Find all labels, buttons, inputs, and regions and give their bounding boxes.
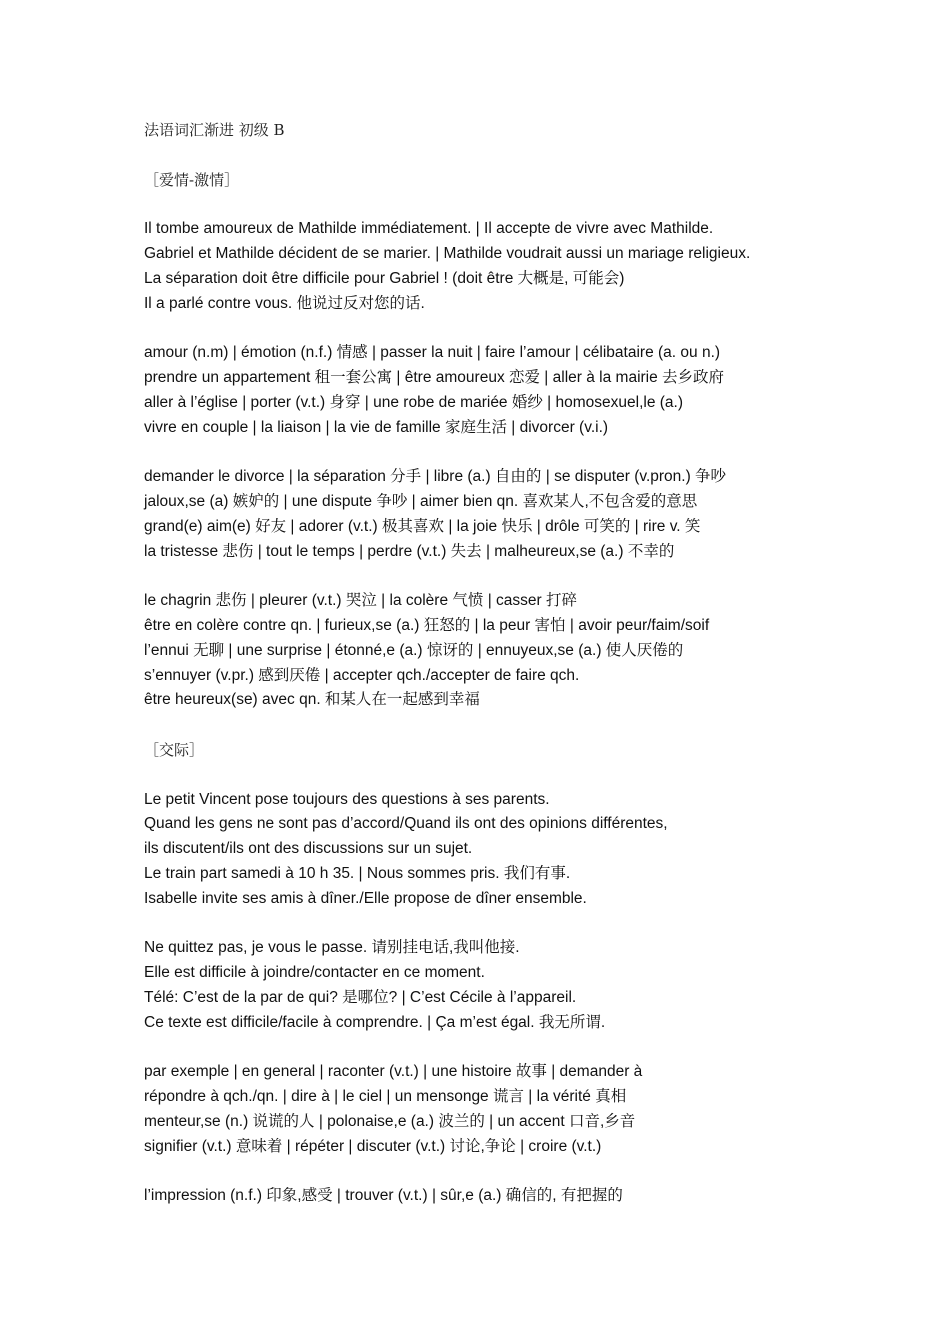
text-line: Quand les gens ne sont pas d’accord/Quand ils ont des opinions différentes, <box>144 815 668 833</box>
text-line: Télé: C’est de la par de qui? 是哪位? | C’est Cécile à l’appareil. <box>144 988 577 1006</box>
document-page <box>144 118 934 1209</box>
paragraph <box>144 341 934 440</box>
text-line: Le petit Vincent pose toujours des questions à ses parents. <box>144 790 550 808</box>
paragraph <box>144 217 934 316</box>
spacer <box>144 564 934 589</box>
paragraph <box>144 1184 934 1209</box>
spacer <box>144 143 934 168</box>
text-line: menteur,se (n.) 说谎的人 | polonaise,e (a.) 波兰的 | un accent 口音,乡音 <box>144 1112 636 1130</box>
text-line: Il tombe amoureux de Mathilde immédiatement. | Il accepte de vivre avec Mathilde. <box>144 220 714 238</box>
text-line: par exemple | en general | raconter (v.t.) | une histoire 故事 | demander à <box>144 1063 643 1081</box>
spacer <box>144 192 934 217</box>
text-line: Ce texte est difficile/facile à comprendre. | Ça m’est égal. 我无所谓. <box>144 1013 606 1031</box>
text-line: Le train part samedi à 10 h 35. | Nous sommes pris. 我们有事. <box>144 864 571 882</box>
text-line: la tristesse 悲伤 | tout le temps | perdre (v.t.) 失去 | malheureux,se (a.) 不幸的 <box>144 542 675 560</box>
spacer <box>144 1035 934 1060</box>
text-line: Elle est difficile à joindre/contacter en ce moment. <box>144 964 485 982</box>
text-line: Il a parlé contre vous. 他说过反对您的话. <box>144 294 425 312</box>
spacer <box>144 912 934 937</box>
text-line: répondre à qch./qn. | dire à | le ciel | un mensonge 谎言 | la vérité 真相 <box>144 1088 627 1106</box>
text-line: amour (n.m) | émotion (n.f.) 情感 | passer la nuit | faire l’amour | célibataire (a. ou n.) <box>144 344 721 362</box>
text-line: s’ennuyer (v.pr.) 感到厌倦 | accepter qch./accepter de faire qch. <box>144 666 580 684</box>
spacer <box>144 316 934 341</box>
paragraph <box>144 465 934 564</box>
document-title: 法语词汇渐进 初级 B <box>144 121 285 139</box>
paragraph <box>144 788 934 912</box>
text-line: prendre un appartement 租一套公寓 | être amoureux 恋爱 | aller à la mairie 去乡政府 <box>144 368 725 386</box>
text-line: signifier (v.t.) 意味着 | répéter | discuter (v.t.) 讨论,争论 | croire (v.t.) <box>144 1137 602 1155</box>
section-heading-communication: ［交际］ <box>144 740 205 759</box>
text-line: vivre en couple | la liaison | la vie de famille 家庭生活 | divorcer (v.i.) <box>144 418 609 436</box>
section-heading-love: ［爱情-激情］ <box>144 170 240 189</box>
paragraph <box>144 1060 934 1159</box>
text-line: jaloux,se (a) 嫉妒的 | une dispute 争吵 | aimer bien qn. 喜欢某人,不包含爱的意思 <box>144 492 698 510</box>
spacer <box>144 763 934 788</box>
text-line: Isabelle invite ses amis à dîner./Elle propose de dîner ensemble. <box>144 889 587 907</box>
spacer <box>144 713 934 738</box>
spacer <box>144 1159 934 1184</box>
text-line: être en colère contre qn. | furieux,se (a.) 狂怒的 | la peur 害怕 | avoir peur/faim/soif <box>144 616 710 634</box>
spacer <box>144 440 934 465</box>
text-line: le chagrin 悲伤 | pleurer (v.t.) 哭泣 | la colère 气愤 | casser 打碎 <box>144 592 577 610</box>
text-line: ils discutent/ils ont des discussions sur un sujet. <box>144 840 473 858</box>
text-line: l’ennui 无聊 | une surprise | étonné,e (a.) 惊讶的 | ennuyeux,se (a.) 使人厌倦的 <box>144 641 684 659</box>
paragraph <box>144 936 934 1035</box>
text-line: Gabriel et Mathilde décident de se marier. | Mathilde voudrait aussi un mariage religieux. <box>144 244 751 262</box>
text-line: grand(e) aim(e) 好友 | adorer (v.t.) 极其喜欢 | la joie 快乐 | drôle 可笑的 | rire v. 笑 <box>144 517 701 535</box>
text-line: aller à l’église | porter (v.t.) 身穿 | une robe de mariée 婚纱 | homosexuel,le (a.) <box>144 393 684 411</box>
text-line: Ne quittez pas, je vous le passe. 请别挂电话,我叫他接. <box>144 939 520 957</box>
text-line: demander le divorce | la séparation 分手 | libre (a.) 自由的 | se disputer (v.pron.) 争吵 <box>144 468 727 486</box>
text-line: La séparation doit être difficile pour Gabriel ! (doit être 大概是, 可能会) <box>144 269 625 287</box>
paragraph <box>144 589 934 713</box>
text-line: être heureux(se) avec qn. 和某人在一起感到幸福 <box>144 691 480 709</box>
text-line: l’impression (n.f.) 印象,感受 | trouver (v.t.) | sûr,e (a.) 确信的, 有把握的 <box>144 1187 623 1205</box>
